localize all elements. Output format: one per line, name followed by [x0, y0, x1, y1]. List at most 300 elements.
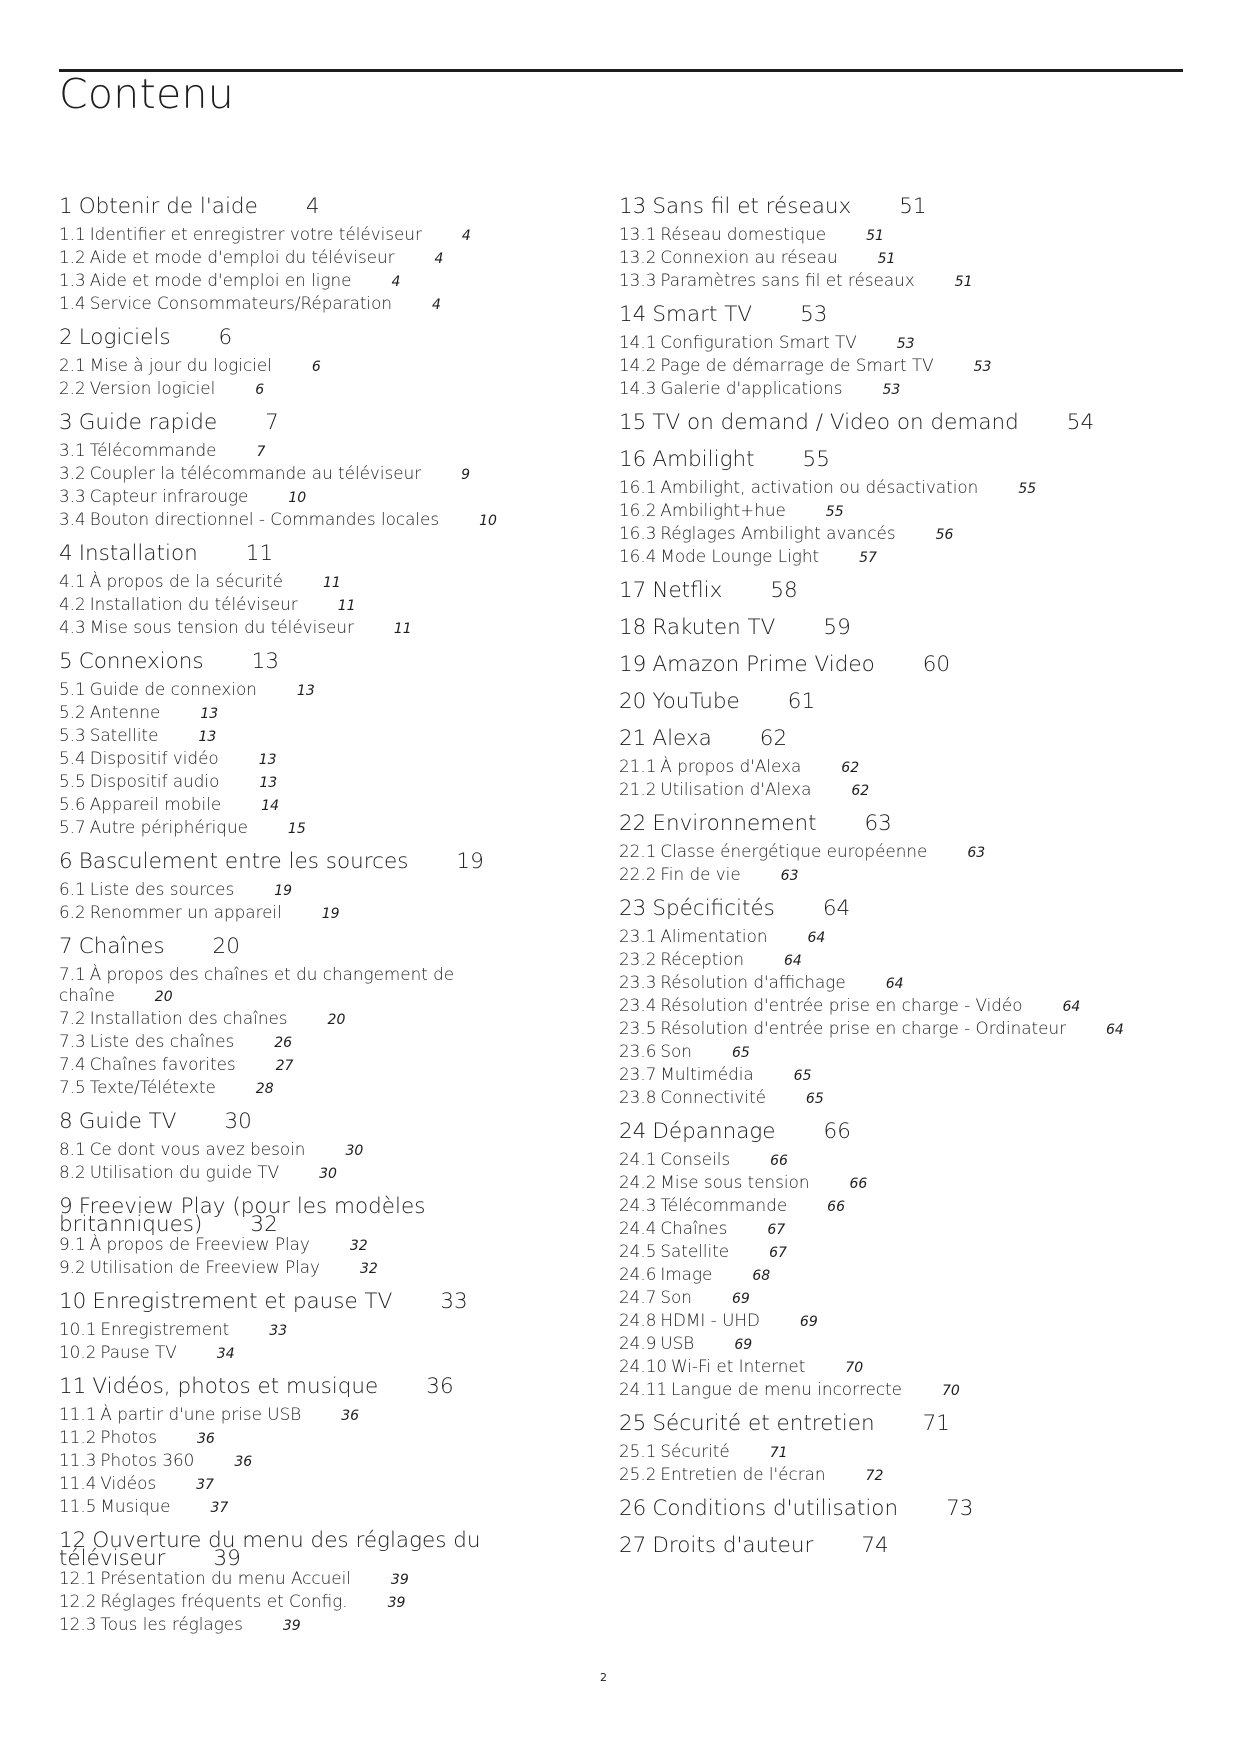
subsection-page: 11 [337, 598, 356, 614]
toc-subsection-list [59, 964, 559, 1102]
chapter-title: Netflix [652, 578, 723, 603]
subsection-number: 3.2 [59, 463, 86, 483]
toc-subsection-link[interactable] [619, 1172, 1179, 1195]
chapter-title: Vidéos, photos et musique [92, 1374, 379, 1399]
chapter-page: 51 [899, 194, 927, 219]
toc-subsection-link[interactable] [59, 224, 559, 247]
subsection-title: Connectivité [660, 1087, 766, 1107]
toc-chapter-link[interactable] [619, 1121, 1179, 1149]
chapter-page: 58 [770, 578, 798, 603]
toc-subsection-link[interactable] [59, 617, 559, 640]
toc-section [619, 1535, 1179, 1563]
chapter-title: Alexa [652, 726, 712, 751]
toc-subsection-link[interactable] [59, 463, 559, 486]
subsection-number: 5.2 [59, 702, 86, 722]
toc-subsection-link[interactable] [619, 1464, 1179, 1487]
subsection-page: 72 [865, 1468, 884, 1484]
toc-subsection-link[interactable] [59, 1473, 559, 1496]
toc-subsection-link[interactable] [59, 1234, 559, 1257]
subsection-title: Appareil mobile [89, 794, 222, 814]
subsection-title: Alimentation [660, 926, 768, 946]
toc-subsection-link[interactable] [59, 964, 559, 1008]
chapter-number: 20 [619, 689, 647, 714]
chapter-title: Dépannage [652, 1119, 776, 1144]
subsection-number: 24.4 [619, 1218, 657, 1238]
chapter-number: 11 [59, 1374, 87, 1399]
subsection-title: Guide de connexion [89, 679, 257, 699]
subsection-title: Photos 360 [100, 1450, 195, 1470]
subsection-title: Liste des sources [89, 879, 235, 899]
subsection-number: 23.1 [619, 926, 657, 946]
subsection-title: Langue de menu incorrecte [671, 1379, 902, 1399]
toc-subsection-list [59, 1139, 559, 1187]
chapter-title: YouTube [652, 689, 740, 714]
subsection-page: 19 [274, 883, 293, 899]
subsection-number: 10.1 [59, 1319, 97, 1339]
toc-subsection-link[interactable] [59, 1031, 559, 1054]
toc-subsection-link[interactable] [619, 477, 1179, 500]
chapter-page: 20 [212, 934, 240, 959]
toc-subsection-link[interactable] [619, 523, 1179, 546]
subsection-title: Réglages fréquents et Config. [100, 1591, 348, 1611]
chapter-page: 4 [305, 194, 320, 219]
subsection-title: Texte/Télétexte [89, 1077, 216, 1097]
toc-subsection-link[interactable] [619, 1087, 1179, 1110]
chapter-number: 13 [619, 194, 647, 219]
chapter-page: 19 [456, 849, 484, 874]
toc-subsection-link[interactable] [59, 1568, 559, 1591]
toc-section [619, 449, 1179, 571]
toc-chapter-link[interactable] [59, 1194, 559, 1237]
chapter-page: 7 [265, 410, 279, 435]
chapter-number: 22 [619, 811, 647, 836]
subsection-number: 16.2 [619, 500, 657, 520]
toc-subsection-link[interactable] [59, 771, 559, 794]
toc-chapter-link[interactable] [619, 898, 1179, 926]
subsection-page: 6 [311, 359, 321, 375]
subsection-title: Mise sous tension du téléviseur [89, 617, 354, 637]
subsection-number: 24.11 [619, 1379, 668, 1399]
subsection-title: Renommer un appareil [89, 902, 282, 922]
subsection-title: Chaînes [660, 1218, 728, 1238]
toc-subsection-link[interactable] [59, 1342, 559, 1365]
toc-chapter-link[interactable] [619, 449, 1179, 477]
subsection-title: USB [660, 1333, 695, 1353]
toc-subsection-link[interactable] [619, 1287, 1179, 1310]
subsection-number: 23.4 [619, 995, 657, 1015]
toc-chapter-link[interactable] [619, 1535, 1179, 1563]
subsection-page: 55 [1018, 481, 1037, 497]
chapter-page: 33 [440, 1289, 468, 1314]
toc-subsection-list [619, 926, 1179, 1112]
subsection-title: Conseils [660, 1149, 731, 1169]
toc-subsection-list [59, 440, 559, 534]
subsection-page: 39 [390, 1572, 409, 1588]
toc-chapter-link[interactable] [619, 580, 1179, 608]
subsection-page: 4 [434, 251, 444, 267]
chapter-page: 66 [823, 1119, 851, 1144]
subsection-page: 13 [258, 752, 277, 768]
toc-subsection-link[interactable] [619, 1018, 1179, 1041]
subsection-title: Wi-Fi et Internet [671, 1356, 806, 1376]
toc-chapter-link[interactable] [619, 304, 1179, 332]
toc-subsection-link[interactable] [59, 571, 559, 594]
subsection-title: Utilisation de Freeview Play [89, 1257, 320, 1277]
chapter-number: 27 [619, 1533, 647, 1558]
toc-subsection-link[interactable] [619, 1218, 1179, 1241]
toc-subsection-list [59, 571, 559, 642]
toc-subsection-link[interactable] [59, 1319, 559, 1342]
toc-subsection-link[interactable] [619, 378, 1179, 401]
subsection-title: Aide et mode d'emploi du téléviseur [89, 247, 395, 267]
toc-section [59, 651, 559, 842]
toc-subsection-link[interactable] [59, 817, 559, 840]
subsection-page: 4 [391, 274, 401, 290]
subsection-page: 63 [967, 845, 986, 861]
subsection-title: Fin de vie [660, 864, 741, 884]
subsection-number: 6.1 [59, 879, 86, 899]
toc-subsection-link[interactable] [619, 224, 1179, 247]
subsection-number: 10.2 [59, 1342, 97, 1362]
subsection-title: Coupler la télécommande au téléviseur [89, 463, 422, 483]
subsection-page: 57 [859, 550, 877, 566]
chapter-number: 24 [619, 1119, 647, 1144]
toc-subsection-link[interactable] [59, 902, 559, 925]
toc-chapter-link[interactable] [619, 654, 1179, 682]
toc-chapter-link[interactable] [619, 1498, 1179, 1526]
subsection-title: Autre périphérique [89, 817, 248, 837]
toc-chapter-link[interactable] [59, 936, 559, 964]
toc-subsection-link[interactable] [619, 332, 1179, 355]
subsection-page: 11 [393, 621, 412, 637]
subsection-number: 1.4 [59, 293, 86, 313]
chapter-page: 36 [426, 1374, 454, 1399]
subsection-title: À partir d'une prise USB [100, 1404, 302, 1424]
toc-section [619, 728, 1179, 804]
subsection-number: 14.3 [619, 378, 657, 398]
toc-section [59, 1196, 559, 1282]
subsection-number: 16.1 [619, 477, 657, 497]
subsection-page: 63 [780, 868, 799, 884]
subsection-page: 51 [866, 228, 884, 244]
subsection-page: 28 [255, 1081, 274, 1097]
subsection-title: Photos [100, 1427, 157, 1447]
toc-subsection-link[interactable] [59, 1404, 559, 1427]
toc-subsection-link[interactable] [619, 247, 1179, 270]
toc-chapter-link[interactable] [59, 851, 559, 879]
subsection-page: 64 [807, 930, 826, 946]
chapter-title: Sécurité et entretien [652, 1411, 875, 1436]
chapter-page: 74 [861, 1533, 889, 1558]
toc-chapter-link[interactable] [619, 412, 1179, 440]
chapter-page: 55 [802, 447, 830, 472]
subsection-number: 12.2 [59, 1591, 97, 1611]
toc-subsection-link[interactable] [619, 1356, 1179, 1379]
toc-section [619, 304, 1179, 403]
subsection-number: 16.3 [619, 523, 657, 543]
subsection-number: 23.5 [619, 1018, 657, 1038]
chapter-page: 32 [250, 1212, 278, 1237]
subsection-page: 26 [274, 1035, 293, 1051]
toc-subsection-link[interactable] [59, 440, 559, 463]
subsection-title: Dispositif audio [89, 771, 220, 791]
subsection-number: 5.1 [59, 679, 86, 699]
subsection-number: 5.3 [59, 725, 86, 745]
subsection-number: 1.3 [59, 270, 86, 290]
chapter-number: 4 [59, 541, 73, 566]
toc-subsection-link[interactable] [59, 1139, 559, 1162]
subsection-number: 16.4 [619, 546, 657, 566]
subsection-page: 66 [849, 1176, 868, 1192]
toc-subsection-link[interactable] [59, 509, 559, 532]
toc-chapter-link[interactable] [59, 651, 559, 679]
subsection-title: Présentation du menu Accueil [100, 1568, 351, 1588]
toc-subsection-list [59, 1404, 559, 1521]
subsection-page: 37 [196, 1477, 214, 1493]
subsection-title: Liste des chaînes [89, 1031, 235, 1051]
subsection-number: 21.1 [619, 756, 657, 776]
toc-section [619, 898, 1179, 1112]
subsection-number: 13.1 [619, 224, 657, 244]
subsection-title: Enregistrement [100, 1319, 230, 1339]
chapter-number: 26 [619, 1496, 647, 1521]
chapter-number: 15 [619, 410, 647, 435]
toc-subsection-link[interactable] [619, 779, 1179, 802]
chapter-page: 59 [823, 615, 851, 640]
subsection-title: À propos d'Alexa [660, 756, 802, 776]
chapter-title: Ambilight [652, 447, 755, 472]
chapter-title: Freeview Play (pour les modèles britanniques) [59, 1194, 426, 1237]
toc-subsection-link[interactable] [59, 725, 559, 748]
chapter-page: 60 [922, 652, 951, 677]
chapter-number: 17 [619, 578, 647, 603]
subsection-page: 39 [387, 1595, 406, 1611]
toc-subsection-link[interactable] [619, 972, 1179, 995]
subsection-title: À propos de Freeview Play [89, 1234, 310, 1254]
toc-subsection-link[interactable] [619, 1310, 1179, 1333]
subsection-page: 67 [767, 1222, 786, 1238]
toc-subsection-link[interactable] [59, 748, 559, 771]
toc-subsection-link[interactable] [59, 486, 559, 509]
toc-chapter-link[interactable] [619, 196, 1179, 224]
chapter-number: 12 [59, 1528, 87, 1553]
toc-subsection-link[interactable] [619, 841, 1179, 864]
toc-subsection-link[interactable] [59, 879, 559, 902]
toc-subsection-link[interactable] [59, 1077, 559, 1100]
chapter-page: 61 [787, 689, 816, 714]
toc-subsection-link[interactable] [59, 1054, 559, 1077]
toc-chapter-link[interactable] [59, 1111, 559, 1139]
chapter-page: 53 [800, 302, 828, 327]
subsection-number: 7.4 [59, 1054, 86, 1074]
toc-chapter-link[interactable] [59, 1528, 559, 1571]
subsection-page: 19 [321, 906, 340, 922]
subsection-page: 55 [825, 504, 844, 520]
subsection-page: 64 [885, 976, 904, 992]
toc-chapter-link[interactable] [59, 1291, 559, 1319]
toc-subsection-link[interactable] [619, 756, 1179, 779]
subsection-title: Réglages Ambilight avancés [660, 523, 896, 543]
toc-subsection-link[interactable] [619, 1264, 1179, 1287]
chapter-number: 3 [59, 410, 73, 435]
subsection-title: Mode Lounge Light [660, 546, 820, 566]
subsection-page: 65 [793, 1068, 812, 1084]
toc-subsection-list [59, 1568, 559, 1639]
toc-subsection-link[interactable] [59, 1257, 559, 1280]
subsection-number: 2.1 [59, 355, 86, 375]
toc-subsection-link[interactable] [59, 679, 559, 702]
toc-chapter-link[interactable] [59, 543, 559, 571]
subsection-number: 11.5 [59, 1496, 97, 1516]
toc-chapter-link[interactable] [619, 691, 1179, 719]
toc-section [59, 1530, 559, 1639]
toc-subsection-link[interactable] [59, 378, 559, 401]
toc-subsection-link[interactable] [619, 1064, 1179, 1087]
subsection-title: Pause TV [100, 1342, 177, 1362]
chapter-title: Guide TV [78, 1109, 177, 1134]
subsection-page: 56 [935, 527, 954, 543]
toc-subsection-link[interactable] [59, 247, 559, 270]
subsection-page: 30 [319, 1166, 337, 1182]
toc-subsection-link[interactable] [59, 1162, 559, 1185]
toc-subsection-link[interactable] [59, 794, 559, 817]
chapter-number: 7 [59, 934, 73, 959]
chapter-title: TV on demand / Video on demand [652, 410, 1019, 435]
toc-subsection-link[interactable] [619, 270, 1179, 293]
toc-subsection-list [619, 841, 1179, 889]
subsection-page: 51 [877, 251, 896, 267]
toc-subsection-list [619, 332, 1179, 403]
toc-section [619, 617, 1179, 645]
toc-chapter-link[interactable] [619, 1413, 1179, 1441]
toc-subsection-link[interactable] [59, 1450, 559, 1473]
subsection-page: 33 [269, 1323, 288, 1339]
toc-subsection-link[interactable] [619, 1149, 1179, 1172]
chapter-title: Ouverture du menu des réglages du téléviseur [59, 1528, 481, 1571]
subsection-number: 14.1 [619, 332, 657, 352]
toc-subsection-link[interactable] [619, 926, 1179, 949]
chapter-page: 63 [864, 811, 892, 836]
subsection-page: 64 [783, 953, 802, 969]
toc-chapter-link[interactable] [59, 327, 559, 355]
toc-section [619, 1121, 1179, 1404]
toc-subsection-link[interactable] [59, 594, 559, 617]
subsection-title: Antenne [89, 702, 161, 722]
subsection-page: 62 [851, 783, 870, 799]
subsection-title: Entretien de l'écran [660, 1464, 826, 1484]
subsection-page: 70 [845, 1360, 864, 1376]
subsection-title: Chaînes favorites [89, 1054, 236, 1074]
chapter-number: 16 [619, 447, 647, 472]
toc-chapter-link[interactable] [619, 617, 1179, 645]
chapter-number: 10 [59, 1289, 87, 1314]
toc-subsection-link[interactable] [59, 1427, 559, 1450]
subsection-page: 66 [827, 1199, 845, 1215]
toc-subsection-link[interactable] [619, 500, 1179, 523]
subsection-title: Installation des chaînes [89, 1008, 288, 1028]
toc-subsection-link[interactable] [59, 270, 559, 293]
subsection-number: 11.2 [59, 1427, 97, 1447]
toc-subsection-link[interactable] [619, 995, 1179, 1018]
toc-subsection-list [59, 1234, 559, 1282]
subsection-number: 13.3 [619, 270, 657, 290]
subsection-page: 62 [841, 760, 860, 776]
subsection-page: 70 [941, 1383, 960, 1399]
toc-chapter-link[interactable] [59, 1376, 559, 1404]
subsection-number: 7.1 [59, 964, 86, 984]
toc-subsection-link[interactable] [619, 1041, 1179, 1064]
subsection-number: 8.1 [59, 1139, 86, 1159]
subsection-title: Paramètres sans fil et réseaux [660, 270, 915, 290]
toc-section [619, 654, 1179, 682]
toc-subsection-link[interactable] [619, 1241, 1179, 1264]
subsection-title: Dispositif vidéo [89, 748, 219, 768]
toc-subsection-link[interactable] [59, 702, 559, 725]
toc-subsection-link[interactable] [619, 546, 1179, 569]
subsection-title: Version logiciel [89, 378, 216, 398]
subsection-page: 51 [954, 274, 973, 290]
toc-chapter-link[interactable] [619, 813, 1179, 841]
subsection-number: 6.2 [59, 902, 86, 922]
toc-subsection-link[interactable] [59, 293, 559, 316]
chapter-title: Guide rapide [78, 410, 218, 435]
toc-subsection-link[interactable] [619, 949, 1179, 972]
toc-subsection-link[interactable] [59, 1496, 559, 1519]
subsection-number: 24.1 [619, 1149, 657, 1169]
toc-subsection-link[interactable] [619, 355, 1179, 378]
subsection-number: 25.2 [619, 1464, 657, 1484]
toc-subsection-link[interactable] [619, 864, 1179, 887]
toc-chapter-link[interactable] [619, 728, 1179, 756]
subsection-number: 5.4 [59, 748, 86, 768]
toc-section [619, 1498, 1179, 1526]
chapter-number: 19 [619, 652, 647, 677]
toc-subsection-link[interactable] [619, 1333, 1179, 1356]
subsection-number: 7.3 [59, 1031, 86, 1051]
chapter-number: 18 [619, 615, 647, 640]
subsection-page: 13 [198, 729, 217, 745]
toc-chapter-link[interactable] [59, 196, 559, 224]
toc-subsection-link[interactable] [59, 1008, 559, 1031]
page-number: 2 [600, 1671, 607, 1684]
subsection-title: Bouton directionnel - Commandes locales [89, 509, 440, 529]
toc-chapter-link[interactable] [59, 412, 559, 440]
toc-subsection-link[interactable] [619, 1441, 1179, 1464]
subsection-page: 69 [734, 1337, 753, 1353]
subsection-number: 3.1 [59, 440, 86, 460]
subsection-number: 24.2 [619, 1172, 657, 1192]
chapter-title: Smart TV [652, 302, 753, 327]
toc-subsection-link[interactable] [619, 1195, 1179, 1218]
subsection-number: 12.3 [59, 1614, 97, 1634]
subsection-page: 20 [327, 1012, 346, 1028]
subsection-title: Installation du téléviseur [89, 594, 298, 614]
toc-subsection-link[interactable] [59, 355, 559, 378]
subsection-number: 5.7 [59, 817, 86, 837]
subsection-number: 24.6 [619, 1264, 657, 1284]
toc-subsection-list [619, 1149, 1179, 1404]
subsection-number: 8.2 [59, 1162, 86, 1182]
chapter-number: 14 [619, 302, 647, 327]
chapter-page: 71 [922, 1411, 950, 1436]
toc-subsection-link[interactable] [619, 1379, 1179, 1402]
subsection-number: 22.1 [619, 841, 657, 861]
toc-subsection-link[interactable] [59, 1591, 559, 1614]
toc-subsection-link[interactable] [59, 1614, 559, 1637]
toc-section [619, 1413, 1179, 1489]
page-title: Contenu [59, 70, 235, 118]
chapter-title: Sans fil et réseaux [652, 194, 852, 219]
